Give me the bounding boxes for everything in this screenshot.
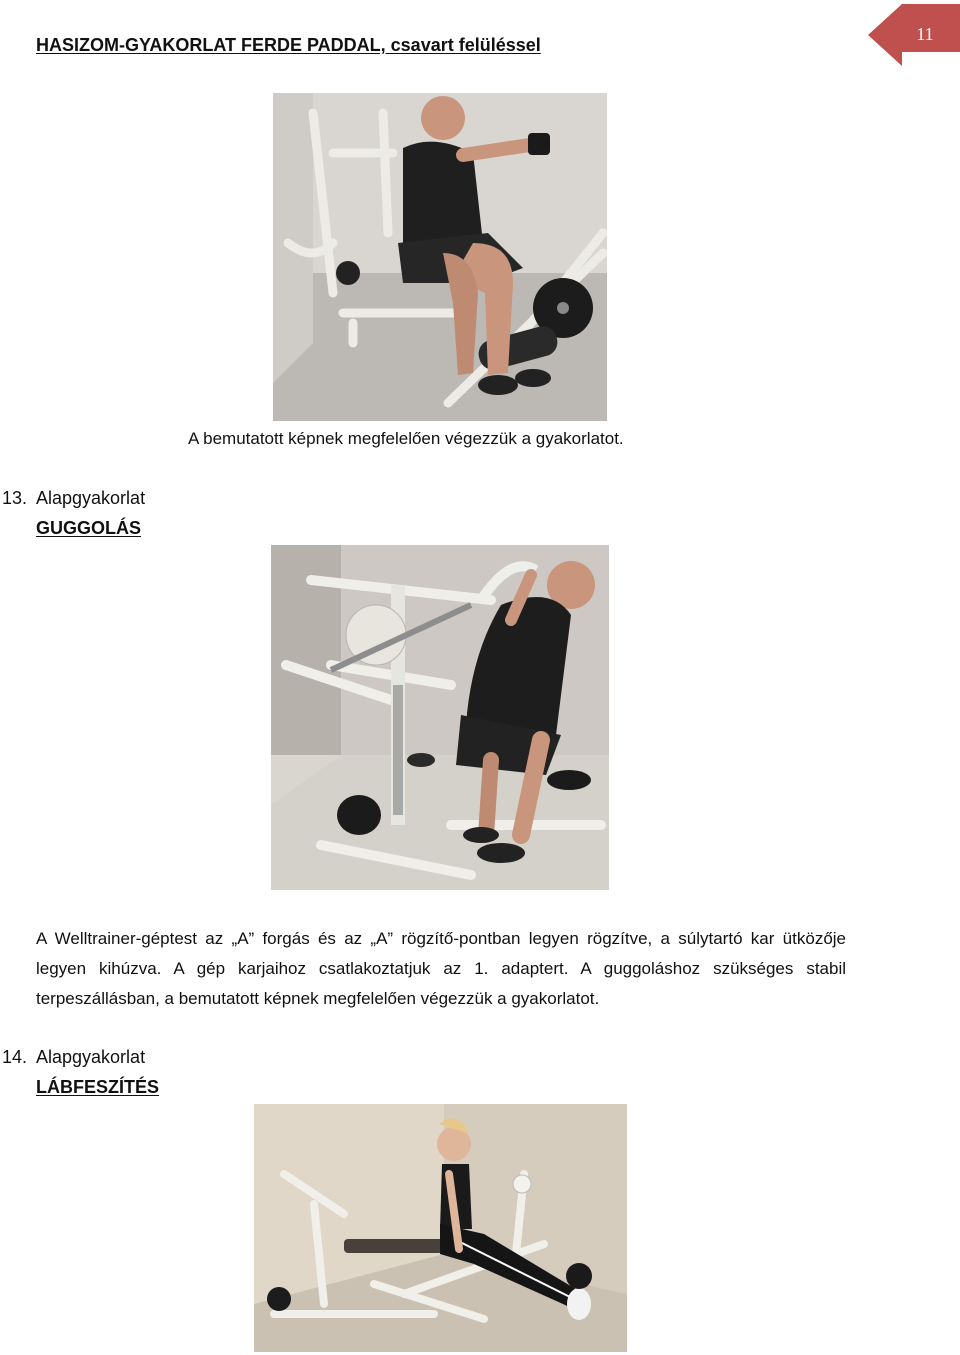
section14-number: 14. — [2, 1047, 28, 1067]
photo1-caption: A bemutatott képnek megfelelően végezzük a gyakorlatot. — [188, 429, 624, 448]
section13-description: A Welltrainer-géptest az „A” forgás és az „A” rögzítő-pontban legyen rögzítve, a súlytartó kar ütközője legyen kihúzva. A gép karjaihoz csatlakoztatjuk az 1. adaptert. A guggoláshoz szükséges stabil terpeszállásban, a bemutatott képnek megfelelően végezzük a gyakorlatot. — [36, 929, 846, 1008]
section14-title: LÁBFESZÍTÉS — [36, 1077, 160, 1097]
section13-title: GUGGOLÁS — [36, 518, 142, 538]
section14-label: Alapgyakorlat — [36, 1047, 146, 1067]
exercise-photo-squat — [271, 545, 609, 890]
page-heading: HASIZOM-GYAKORLAT FERDE PADDAL, csavart felüléssel — [36, 35, 541, 55]
section13-label: Alapgyakorlat — [36, 488, 146, 508]
page-number-tab — [868, 4, 960, 66]
page-number: 11 — [916, 24, 934, 44]
exercise-photo-situp — [273, 93, 607, 421]
exercise-photo-leg-extension — [254, 1104, 627, 1352]
section13-number: 13. — [2, 488, 28, 508]
